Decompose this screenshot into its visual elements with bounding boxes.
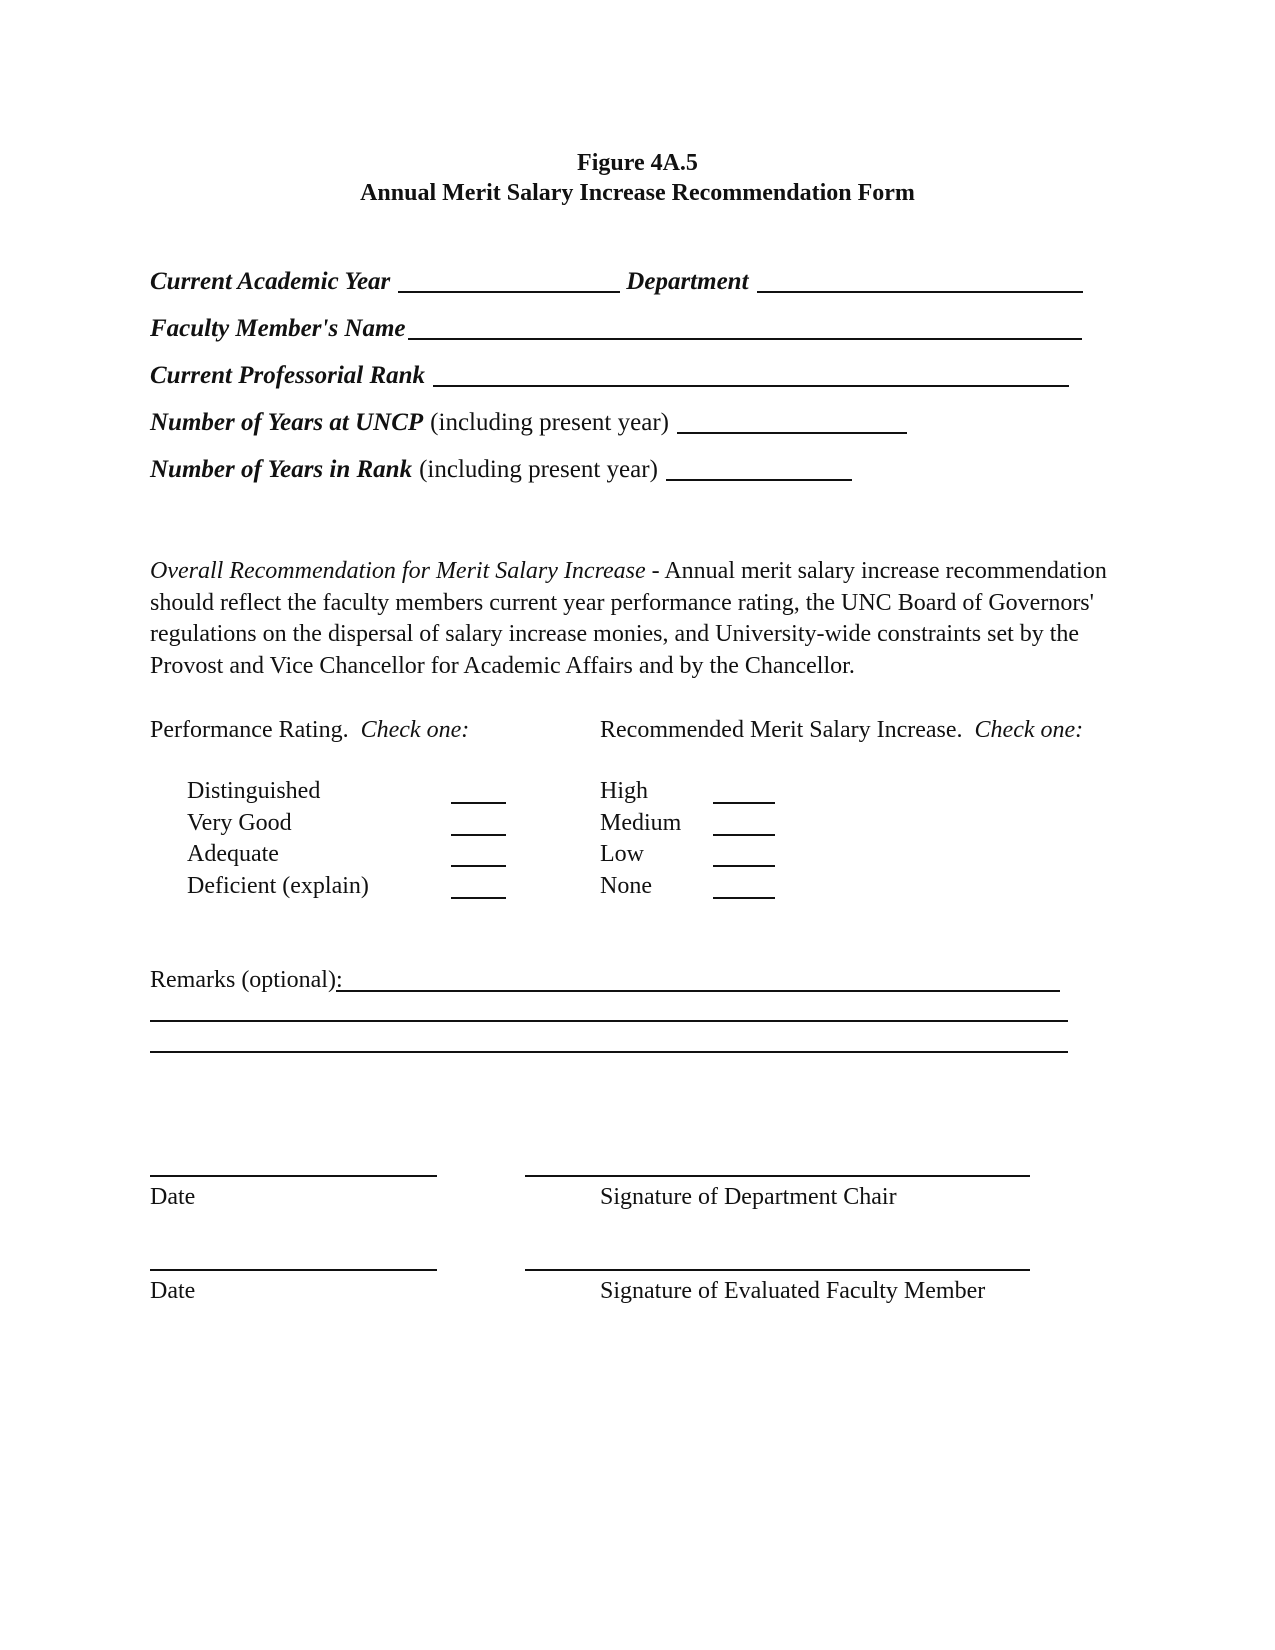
years-rank-field[interactable] [666, 459, 852, 481]
rank-label: Current Professorial Rank [150, 362, 426, 389]
date-line-2[interactable] [150, 1269, 437, 1271]
low-check-blank[interactable] [713, 865, 775, 867]
remarks-line-3[interactable] [150, 1051, 1068, 1053]
adequate-check-blank[interactable] [451, 865, 506, 867]
merit-heading-label: Recommended Merit Salary Increase. [600, 717, 963, 743]
merit-option-low: Low [600, 841, 644, 867]
rank-field[interactable] [433, 365, 1069, 387]
chair-signature-line[interactable] [525, 1175, 1030, 1177]
date-line-1[interactable] [150, 1175, 437, 1177]
chair-signature-label: Signature of Department Chair [600, 1184, 897, 1210]
faculty-signature-line[interactable] [525, 1269, 1030, 1271]
years-rank-note: (including present year) [419, 456, 658, 483]
date-label-2: Date [150, 1278, 196, 1304]
date-label-1: Date [150, 1184, 196, 1210]
merit-option-high: High [600, 778, 648, 804]
faculty-signature-label: Signature of Evaluated Faculty Member [600, 1278, 986, 1304]
faculty-name-field[interactable] [408, 318, 1082, 340]
performance-check-one: Check one: [360, 717, 470, 743]
distinguished-check-blank[interactable] [451, 802, 506, 804]
department-label: Department [626, 268, 749, 295]
form-title: Annual Merit Salary Increase Recommendation Form [360, 180, 915, 206]
overall-lead: Overall Recommendation for Merit Salary Increase - [150, 558, 660, 584]
academic-year-row [150, 268, 1083, 296]
performance-heading [150, 717, 469, 744]
performance-option-deficient: Deficient (explain) [187, 873, 369, 899]
remarks-line-1[interactable] [336, 990, 1060, 992]
overall-line3: regulations on the dispersal of salary increase monies, and University-wide constraints set by the [150, 621, 1080, 647]
years-uncp-label: Number of Years at UNCP [150, 409, 424, 436]
merit-check-one: Check one: [974, 717, 1084, 743]
faculty-name-row [150, 315, 1082, 343]
high-check-blank[interactable] [713, 802, 775, 804]
overall-line2: should reflect the faculty members current year performance rating, the UNC Board of Governors' [150, 589, 1094, 616]
department-field[interactable] [757, 271, 1083, 293]
performance-option-very-good: Very Good [187, 810, 292, 836]
faculty-name-label: Faculty Member's Name [150, 315, 406, 342]
academic-year-label: Current Academic Year [150, 268, 391, 295]
years-uncp-row [150, 409, 907, 437]
very-good-check-blank[interactable] [451, 834, 506, 836]
medium-check-blank[interactable] [713, 834, 775, 836]
none-check-blank[interactable] [713, 897, 775, 899]
performance-option-distinguished: Distinguished [187, 778, 321, 804]
overall-line1-rest: Annual merit salary increase recommendation [659, 558, 1107, 584]
remarks-label: Remarks (optional): [150, 967, 343, 993]
merit-heading [600, 717, 1083, 744]
performance-heading-label: Performance Rating. [150, 717, 349, 743]
overall-line4: Provost and Vice Chancellor for Academic Affairs and by the Chancellor. [150, 652, 855, 679]
remarks-line-2[interactable] [150, 1020, 1068, 1022]
academic-year-field[interactable] [398, 271, 620, 293]
rank-row [150, 362, 1069, 390]
merit-option-medium: Medium [600, 810, 682, 836]
years-rank-row [150, 456, 852, 484]
years-uncp-field[interactable] [677, 412, 907, 434]
years-rank-label: Number of Years in Rank [150, 456, 413, 483]
overall-recommendation-paragraph [150, 556, 1130, 682]
figure-label: Figure 4A.5 [577, 150, 698, 176]
performance-option-adequate: Adequate [187, 841, 279, 867]
merit-option-none: None [600, 873, 652, 899]
years-uncp-note: (including present year) [430, 409, 669, 436]
deficient-check-blank[interactable] [451, 897, 506, 899]
